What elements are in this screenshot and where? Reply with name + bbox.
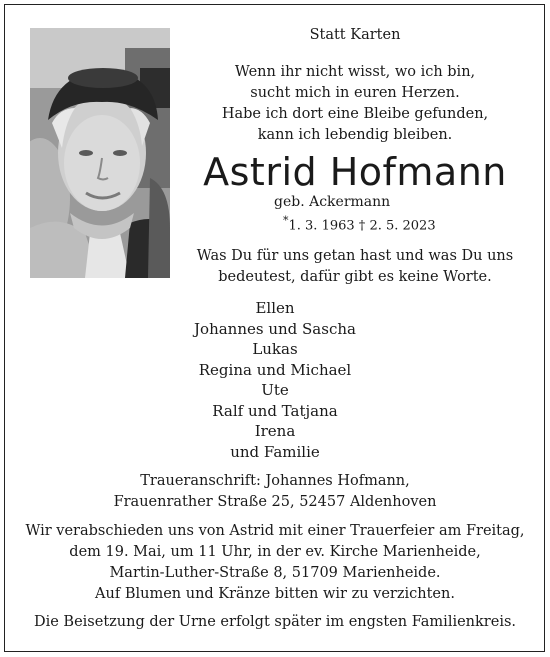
- poem-line: kann ich lebendig bleiben.: [257, 127, 453, 143]
- burial-info: Die Beisetzung der Urne erfolgt später im engsten Familienkreis.: [33, 614, 517, 630]
- poem-line: sucht mich in euren Herzen.: [250, 85, 460, 101]
- mourner-entry: Irena: [254, 422, 296, 440]
- service-line: Auf Blumen und Kränze bitten wir zu verzichten.: [95, 586, 455, 602]
- mourner-entry: Ralf und Tatjana: [212, 401, 338, 420]
- death-date: 2. 5. 2023: [369, 218, 436, 234]
- service-line: dem 19. Mai, um 11 Uhr, in der ev. Kirche Marienheide,: [69, 544, 481, 560]
- birth-symbol: *: [283, 214, 289, 227]
- tribute-text: [190, 246, 520, 288]
- poem-line: Habe ich dort eine Bleibe gefunden,: [221, 106, 489, 122]
- address-line: Traueranschrift: Johannes Hofmann,: [140, 473, 410, 489]
- portrait-photo: [30, 28, 170, 278]
- poem-line: Wenn ihr nicht wisst, wo ich bin,: [234, 64, 476, 80]
- mourner-entry: Ute: [261, 381, 289, 399]
- mourner-entry: und Familie: [230, 442, 320, 461]
- tribute-line: bedeutest, dafür gibt es keine Worte.: [218, 269, 492, 285]
- tribute-line: Was Du für uns getan hast und was Du uns: [196, 248, 514, 264]
- mourner-entry: Johannes und Sascha: [194, 319, 356, 338]
- service-line: Wir verabschieden uns von Astrid mit einer Trauerfeier am Freitag,: [25, 523, 525, 539]
- life-dates: [283, 214, 436, 233]
- funeral-service-info: [25, 521, 525, 605]
- mourner-entry: Lukas: [252, 340, 298, 358]
- mourning-address: [100, 471, 450, 513]
- born-name: geb. Ackermann: [274, 194, 391, 210]
- poem: [190, 62, 520, 146]
- mourner-entry: Regina und Michael: [198, 360, 352, 379]
- mourner-entry: Ellen: [255, 299, 295, 317]
- service-line: Martin-Luther-Straße 8, 51709 Marienheide.: [109, 565, 441, 581]
- birth-date: 1. 3. 1963: [288, 218, 355, 234]
- deceased-name: Astrid Hofmann: [203, 150, 507, 194]
- statt-karten-label: Statt Karten: [309, 27, 401, 43]
- death-symbol: †: [358, 218, 366, 234]
- address-line: Frauenrather Straße 25, 52457 Aldenhoven: [113, 494, 437, 510]
- mourners-list: [155, 298, 395, 462]
